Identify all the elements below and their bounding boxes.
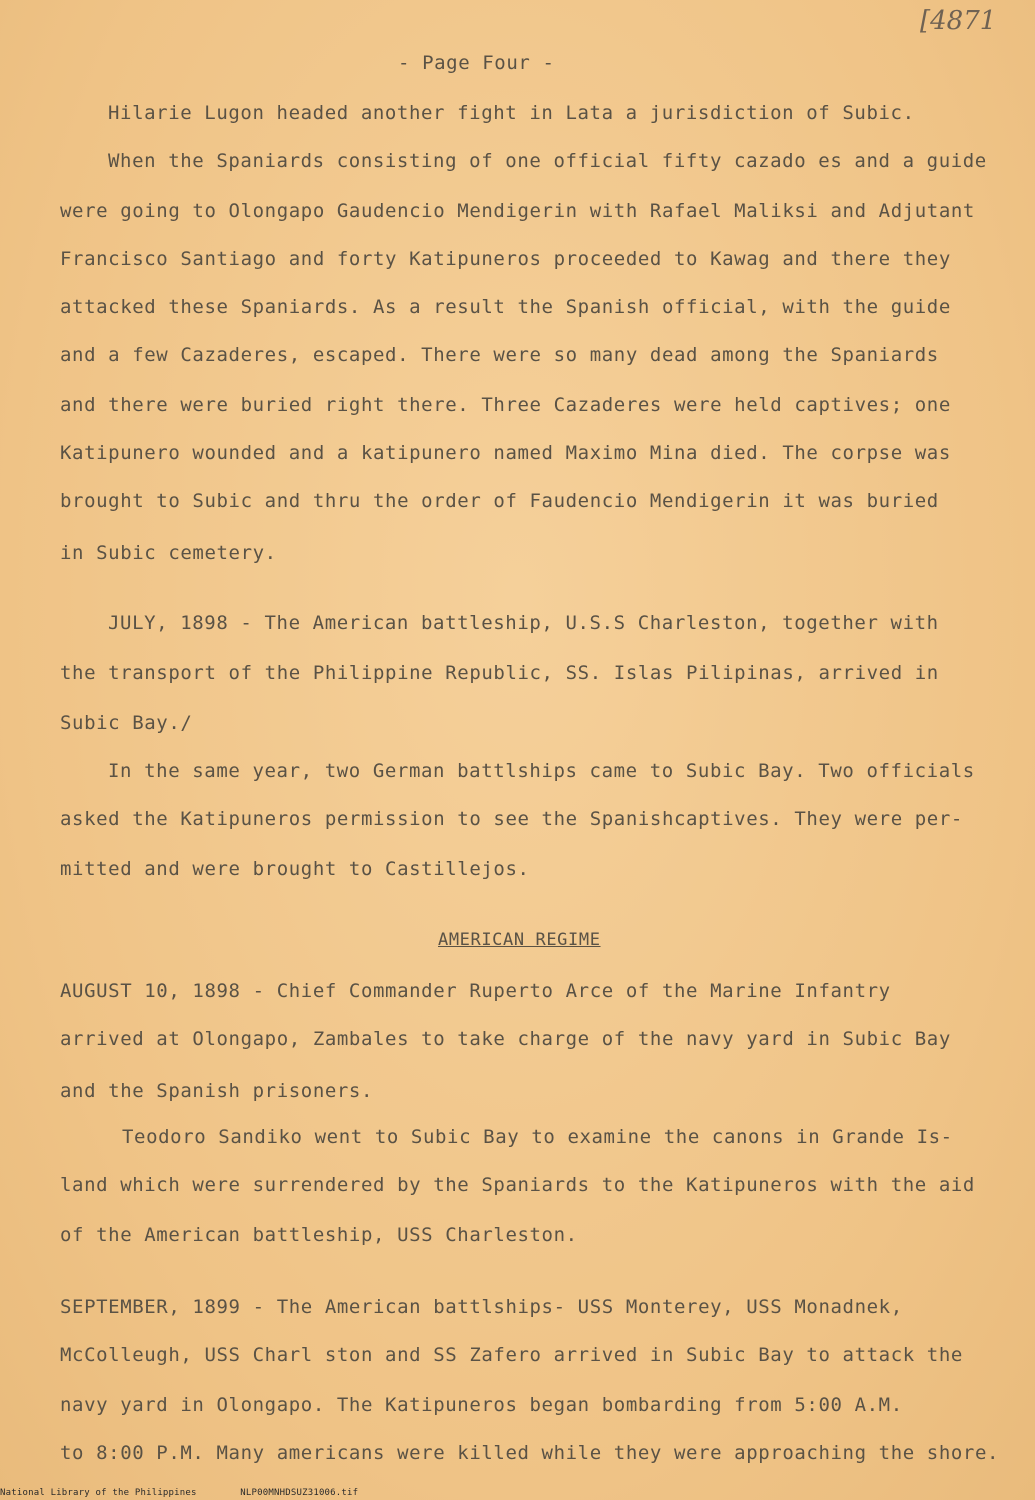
text-line: land which were surrendered by the Spaniards to the Katipuneros with the aid xyxy=(60,1174,975,1196)
text-line: McColleugh, USS Charl ston and SS Zafero arrived in Subic Bay to attack the xyxy=(60,1344,963,1366)
text-line: attacked these Spaniards. As a result the Spanish official, with the guide xyxy=(60,296,951,318)
section-heading: AMERICAN REGIME xyxy=(438,930,601,950)
text-line: to 8:00 P.M. Many americans were killed while they were approaching the shore. xyxy=(60,1442,1000,1464)
text-line: In the same year, two German battlships came to Subic Bay. Two officials xyxy=(108,760,975,782)
reference-mark: [4871 xyxy=(920,6,997,36)
text-line: Hilarie Lugon headed another fight in Lata a jurisdiction of Subic. xyxy=(108,102,915,124)
text-line: asked the Katipuneros permission to see the Spanishcaptives. They were per- xyxy=(60,808,963,830)
text-line: and there were buried right there. Three Cazaderes were held captives; one xyxy=(60,394,951,416)
text-line: in Subic cemetery. xyxy=(60,542,277,564)
text-line: Subic Bay./ xyxy=(60,712,193,734)
text-line: were going to Olongapo Gaudencio Mendigerin with Rafael Maliksi and Adjutant xyxy=(60,200,975,222)
text-line: JULY, 1898 - The American battleship, U.S.S Charleston, together with xyxy=(108,612,939,634)
text-line: the transport of the Philippine Republic, SS. Islas Pilipinas, arrived in xyxy=(60,662,939,684)
text-line: When the Spaniards consisting of one official fifty cazado es and a guide xyxy=(108,150,987,172)
footer xyxy=(0,1488,396,1498)
text-line: SEPTEMBER, 1899 - The American battlships- USS Monterey, USS Monadnek, xyxy=(60,1296,903,1318)
text-line: and the Spanish prisoners. xyxy=(60,1080,374,1102)
text-line: arrived at Olongapo, Zambales to take charge of the navy yard in Subic Bay xyxy=(60,1028,951,1050)
footer-file: NLP00MNHDSUZ31006.tif xyxy=(240,1488,359,1498)
footer-library: National Library of the Philippines xyxy=(0,1488,197,1498)
text-line: and a few Cazaderes, escaped. There were so many dead among the Spaniards xyxy=(60,344,939,366)
text-line: mitted and were brought to Castillejos. xyxy=(60,858,530,880)
text-line: brought to Subic and thru the order of Faudencio Mendigerin it was buried xyxy=(60,490,939,512)
text-line: Teodoro Sandiko went to Subic Bay to examine the canons in Grande Is- xyxy=(122,1126,953,1148)
text-line: Katipunero wounded and a katipunero named Maximo Mina died. The corpse was xyxy=(60,442,951,464)
text-line: navy yard in Olongapo. The Katipuneros began bombarding from 5:00 A.M. xyxy=(60,1394,903,1416)
text-line: of the American battleship, USS Charleston. xyxy=(60,1224,578,1246)
text-line: Francisco Santiago and forty Katipuneros proceeded to Kawag and there they xyxy=(60,248,951,270)
page-title: - Page Four - xyxy=(398,52,555,74)
text-line: AUGUST 10, 1898 - Chief Commander Ruperto Arce of the Marine Infantry xyxy=(60,980,891,1002)
